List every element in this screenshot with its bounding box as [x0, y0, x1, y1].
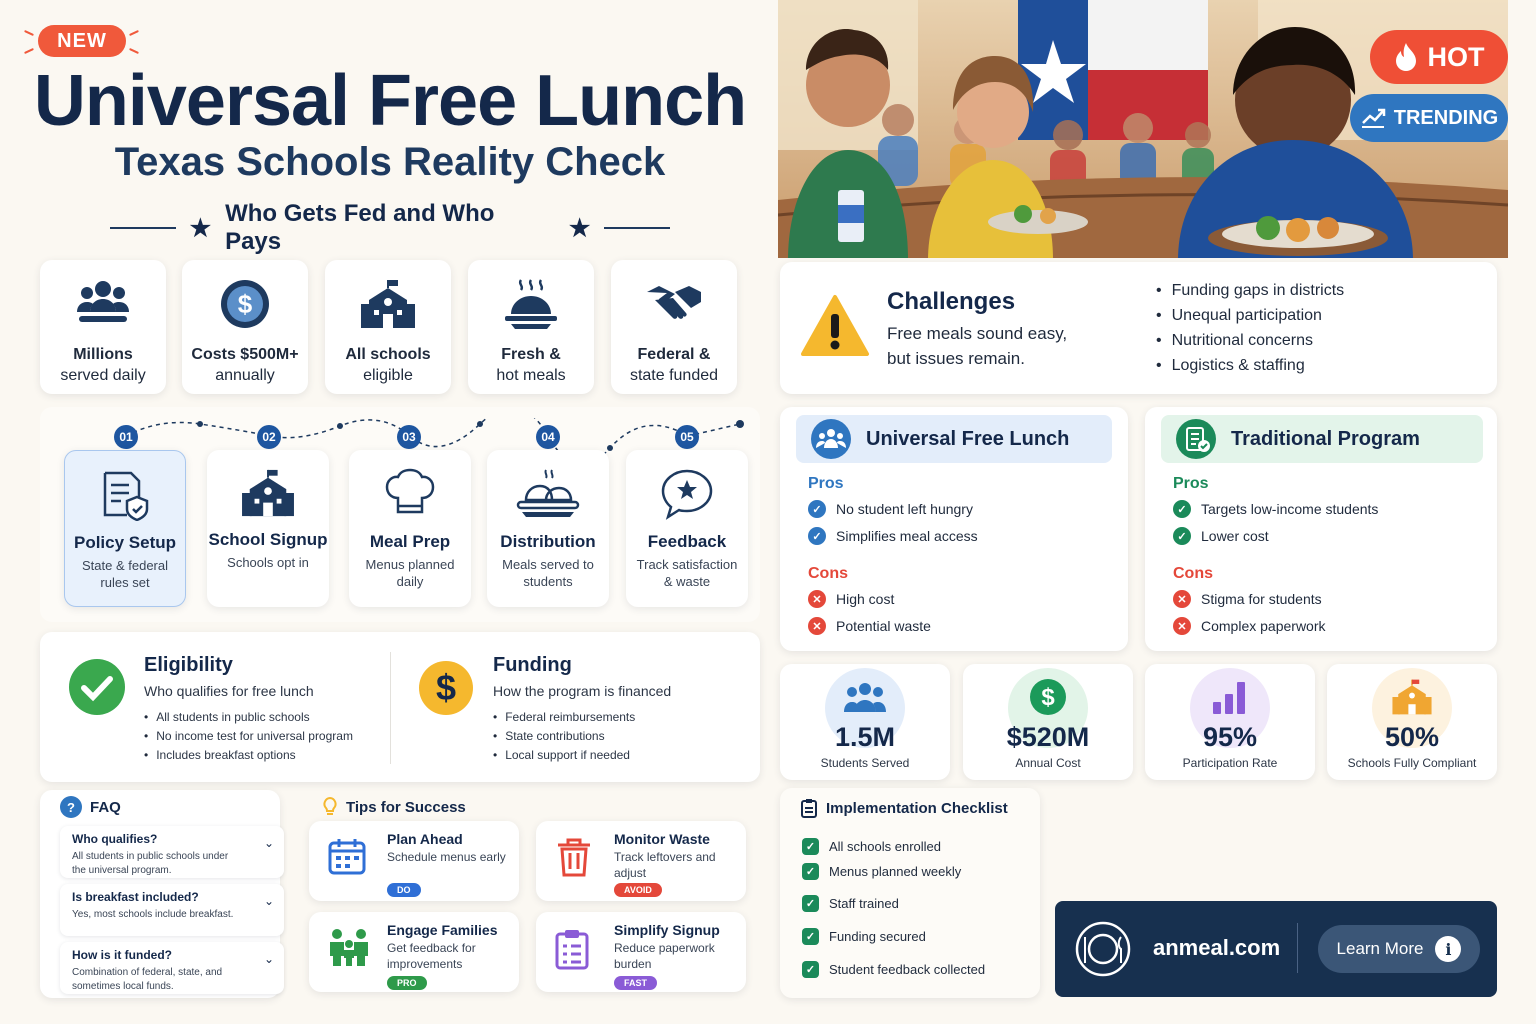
- page-title: Universal Free Lunch: [33, 61, 747, 141]
- pro-item: [1173, 500, 1378, 518]
- star-icon: ★: [568, 214, 591, 242]
- school-building-icon: [240, 468, 296, 518]
- fact-line1: Federal &: [637, 346, 711, 363]
- flame-icon: [1394, 42, 1418, 72]
- faq-header: [60, 796, 121, 818]
- tip-desc: Get feedback for improvements: [387, 941, 476, 971]
- step-card-signup: [207, 450, 329, 607]
- spark-decoration: [129, 48, 139, 54]
- fact-line2: hot meals: [496, 367, 566, 384]
- stat-card-cost: [963, 664, 1133, 780]
- list-item: • Logistics & staffing: [1156, 353, 1344, 378]
- pro-text: Simplifies meal access: [836, 528, 978, 544]
- new-badge: NEW: [38, 25, 126, 57]
- step-desc: State & federal rules set: [82, 558, 168, 590]
- funding-title: Funding: [493, 654, 572, 676]
- checkbox-checked-icon[interactable]: ✓: [802, 895, 819, 912]
- stat-label: Schools Fully Compliant: [1347, 756, 1477, 770]
- challenges-card: [780, 262, 1497, 394]
- page-subtitle: Texas Schools Reality Check: [114, 140, 666, 184]
- tip-card-simplify-signup: [536, 912, 746, 992]
- faq-item[interactable]: [60, 826, 284, 878]
- step-title: School Signup: [208, 530, 328, 549]
- bar-chart-icon: [1211, 678, 1249, 716]
- pro-text: No student left hungry: [836, 501, 973, 517]
- chevron-down-icon[interactable]: ⌄: [263, 894, 274, 908]
- people-group-icon: [76, 278, 130, 330]
- step-number: 03: [397, 425, 421, 449]
- checkmark-circle-icon: [68, 658, 126, 716]
- meal-tray-icon: [516, 468, 580, 520]
- divider-line: [110, 227, 176, 229]
- step-card-distribution: [487, 450, 609, 607]
- checkbox-checked-icon[interactable]: ✓: [802, 863, 819, 880]
- stat-label: Participation Rate: [1182, 756, 1278, 770]
- tip-desc: Reduce paperwork burden: [614, 941, 715, 971]
- list-item: • Unequal participation: [1156, 303, 1344, 328]
- tagline: [110, 200, 670, 256]
- challenges-line: Free meals sound easy,: [887, 324, 1068, 343]
- list-item: • Federal reimbursements: [493, 708, 743, 727]
- checklist-item[interactable]: [802, 863, 961, 880]
- x-icon: ✕: [1173, 617, 1191, 635]
- list-item: • Includes breakfast options: [144, 746, 394, 765]
- students-icon: [844, 682, 886, 714]
- star-icon: ★: [189, 214, 212, 242]
- checklist-item[interactable]: [802, 928, 926, 945]
- fact-card-eligible: [325, 260, 451, 394]
- tip-tag: AVOID: [614, 883, 662, 897]
- tip-title: Monitor Waste: [614, 831, 710, 847]
- con-text: High cost: [836, 591, 895, 607]
- step-number: 01: [114, 425, 138, 449]
- tip-tag: FAST: [614, 976, 657, 990]
- cta-banner: [1055, 901, 1497, 997]
- pro-text: Targets low-income students: [1201, 501, 1379, 517]
- checklist-item[interactable]: [802, 961, 985, 978]
- eligibility-list: [144, 708, 394, 765]
- dollar-coin-icon: [219, 278, 271, 330]
- faq-question: Is breakfast included?: [72, 890, 199, 904]
- faq-panel: [40, 790, 280, 998]
- list-item: • No income test for universal program: [144, 727, 394, 746]
- tagline-text: Who Gets Fed and Who Pays: [225, 200, 495, 255]
- list-item: • State contributions: [493, 727, 743, 746]
- step-desc: Meals served to students: [502, 557, 594, 589]
- dollar-icon: [1029, 678, 1067, 716]
- checklist-title: Implementation Checklist: [826, 799, 1008, 817]
- tip-title: Simplify Signup: [614, 922, 720, 938]
- fact-card-funded: [611, 260, 737, 394]
- plate-utensils-icon: [1075, 921, 1131, 977]
- step-number: 02: [257, 425, 281, 449]
- eligibility-section: [144, 654, 394, 765]
- checklist-text: Funding secured: [829, 929, 926, 944]
- spark-decoration: [24, 48, 34, 54]
- tip-title: Engage Families: [387, 922, 498, 938]
- tips-title: Tips for Success: [346, 798, 466, 816]
- trending-label: TRENDING: [1393, 106, 1499, 129]
- universal-header: [796, 415, 1112, 463]
- list-item: • Nutritional concerns: [1156, 328, 1344, 353]
- fact-line1: Fresh &: [501, 346, 561, 363]
- policy-document-icon: [99, 469, 151, 521]
- divider: [390, 652, 391, 764]
- checklist-header: [800, 798, 1008, 818]
- school-building-icon: [359, 278, 417, 330]
- check-icon: ✓: [808, 527, 826, 545]
- step-card-meal-prep: [349, 450, 471, 607]
- stat-value: 50%: [1384, 722, 1440, 752]
- challenges-text: [887, 321, 1067, 371]
- students-circle-icon: [810, 418, 852, 460]
- trending-chart-icon: [1360, 107, 1386, 129]
- tip-tag: PRO: [387, 976, 427, 990]
- step-title: Feedback: [647, 532, 727, 551]
- hot-badge[interactable]: [1370, 30, 1508, 84]
- faq-answer: All students in public schools under the universal program.: [72, 851, 229, 876]
- traditional-header: [1161, 415, 1483, 463]
- checkbox-checked-icon[interactable]: ✓: [802, 961, 819, 978]
- con-item: [1173, 590, 1322, 608]
- spark-decoration: [129, 30, 139, 36]
- faq-item[interactable]: [60, 884, 284, 936]
- x-icon: ✕: [808, 617, 826, 635]
- stat-card-participation: [1145, 664, 1315, 780]
- trending-badge[interactable]: [1350, 94, 1508, 142]
- fact-card-meals: [468, 260, 594, 394]
- school-icon: [1391, 678, 1433, 716]
- tip-tag: DO: [387, 883, 421, 897]
- calendar-icon: [327, 837, 367, 877]
- step-title: Policy Setup: [73, 533, 177, 552]
- fact-line1: All schools: [345, 346, 431, 363]
- checklist-text: Menus planned weekly: [829, 864, 962, 879]
- learn-more-button[interactable]: [1318, 925, 1480, 973]
- eligibility-title: Eligibility: [144, 654, 233, 676]
- stat-card-students: [780, 664, 950, 780]
- faq-item[interactable]: [60, 942, 284, 994]
- fact-card-served: [40, 260, 166, 394]
- fact-line2: state funded: [629, 367, 719, 384]
- chef-hat-icon: [384, 468, 436, 520]
- pro-item: [1173, 527, 1269, 545]
- svg-text:$: $: [435, 667, 457, 708]
- checklist-text: All schools enrolled: [829, 839, 942, 854]
- hot-meal-icon: [503, 278, 559, 330]
- faq-answer: Yes, most schools include breakfast.: [72, 909, 234, 920]
- x-icon: ✕: [1173, 590, 1191, 608]
- divider: [1297, 923, 1298, 973]
- challenges-title: Challenges: [887, 288, 1016, 315]
- cons-label: Cons: [1173, 565, 1213, 582]
- step-card-policy: [64, 450, 186, 607]
- eligibility-funding-panel: [40, 632, 760, 782]
- list-item: • Local support if needed: [493, 746, 743, 765]
- con-text: Stigma for students: [1201, 591, 1322, 607]
- challenges-list: [1156, 278, 1344, 378]
- pro-item: [808, 527, 978, 545]
- step-title: Distribution: [500, 532, 596, 551]
- x-icon: ✕: [808, 590, 826, 608]
- funding-subtitle: How the program is financed: [493, 683, 672, 699]
- challenges-line: but issues remain.: [887, 349, 1025, 368]
- warning-icon: [800, 294, 870, 358]
- con-text: Complex paperwork: [1201, 618, 1326, 634]
- divider-line: [604, 227, 670, 229]
- stat-card-compliance: [1327, 664, 1497, 780]
- pro-text: Lower cost: [1201, 528, 1269, 544]
- family-icon: [327, 928, 371, 968]
- faq-question: How is it funded?: [72, 948, 172, 962]
- tip-card-monitor-waste: [536, 821, 746, 901]
- universal-comparison-card: [780, 407, 1128, 651]
- step-number: 04: [536, 425, 560, 449]
- tip-card-engage-families: [309, 912, 519, 992]
- con-item: [808, 617, 931, 635]
- stat-value: 1.5M: [834, 722, 896, 752]
- tip-desc: Schedule menus early: [387, 850, 506, 864]
- step-card-feedback: [626, 450, 748, 607]
- checklist-item[interactable]: [802, 838, 941, 855]
- eligibility-subtitle: Who qualifies for free lunch: [144, 683, 314, 699]
- checklist-item[interactable]: [802, 895, 899, 912]
- con-item: [1173, 617, 1326, 635]
- traditional-comparison-card: [1145, 407, 1497, 651]
- info-icon: i: [1435, 936, 1461, 962]
- stat-label: Students Served: [820, 756, 910, 770]
- step-desc: Track satisfaction & waste: [636, 557, 738, 589]
- chevron-down-icon[interactable]: ⌄: [263, 836, 274, 850]
- faq-answer: Combination of federal, state, and sometimes local funds.: [72, 967, 223, 992]
- step-desc: Menus planned daily: [365, 557, 455, 589]
- spark-decoration: [24, 30, 34, 36]
- faq-title: FAQ: [90, 798, 121, 816]
- tip-desc: Track leftovers and adjust: [614, 850, 716, 880]
- fact-line2: served daily: [60, 367, 146, 384]
- funding-section: [493, 654, 743, 765]
- trash-can-icon: [554, 837, 594, 877]
- check-icon: ✓: [1173, 527, 1191, 545]
- fact-card-cost: [182, 260, 308, 394]
- faq-question: Who qualifies?: [72, 832, 158, 846]
- check-icon: ✓: [808, 500, 826, 518]
- stat-value: $520M: [1006, 722, 1090, 752]
- svg-text:$: $: [237, 289, 253, 319]
- check-icon: ✓: [1173, 500, 1191, 518]
- con-text: Potential waste: [836, 618, 931, 634]
- implementation-checklist: [780, 788, 1040, 998]
- fact-line1: Costs $500M+: [191, 346, 299, 363]
- checkbox-checked-icon[interactable]: ✓: [802, 928, 819, 945]
- checklist-text: Student feedback collected: [829, 962, 986, 977]
- clipboard-icon: [554, 928, 590, 970]
- question-icon: ?: [60, 796, 82, 818]
- funding-list: [493, 708, 743, 765]
- fact-line2: annually: [215, 367, 275, 384]
- list-item: • Funding gaps in districts: [1156, 278, 1344, 303]
- list-item: • All students in public schools: [144, 708, 394, 727]
- clipboard-icon: [800, 798, 818, 818]
- dollar-icon: [418, 660, 474, 716]
- clipboard-check-icon: [1175, 418, 1217, 460]
- learn-more-label: Learn More: [1336, 939, 1424, 958]
- handshake-icon: [645, 278, 703, 330]
- checklist-text: Staff trained: [829, 896, 899, 911]
- traditional-title: Traditional Program: [1231, 427, 1420, 450]
- stat-value: 95%: [1202, 722, 1258, 752]
- con-item: [808, 590, 894, 608]
- chevron-down-icon[interactable]: ⌄: [263, 952, 274, 966]
- stat-label: Annual Cost: [1015, 756, 1081, 770]
- step-number: 05: [675, 425, 699, 449]
- svg-text:$: $: [1041, 684, 1055, 711]
- lightbulb-icon: [322, 797, 338, 817]
- fact-line2: eligible: [363, 367, 413, 384]
- pros-label: Pros: [1173, 475, 1209, 492]
- star-speech-bubble-icon: [660, 468, 714, 520]
- tip-card-plan-ahead: [309, 821, 519, 901]
- site-name[interactable]: anmeal.com: [1153, 935, 1281, 960]
- step-title: Meal Prep: [369, 532, 451, 551]
- tips-header: [322, 797, 466, 817]
- universal-title: Universal Free Lunch: [866, 427, 1070, 450]
- step-desc: Schools opt in: [227, 555, 309, 570]
- fact-line1: Millions: [73, 346, 133, 363]
- cons-label: Cons: [808, 565, 848, 582]
- checkbox-checked-icon[interactable]: ✓: [802, 838, 819, 855]
- tip-title: Plan Ahead: [387, 831, 463, 847]
- hot-label: HOT: [1427, 41, 1485, 72]
- pro-item: [808, 500, 973, 518]
- pros-label: Pros: [808, 475, 844, 492]
